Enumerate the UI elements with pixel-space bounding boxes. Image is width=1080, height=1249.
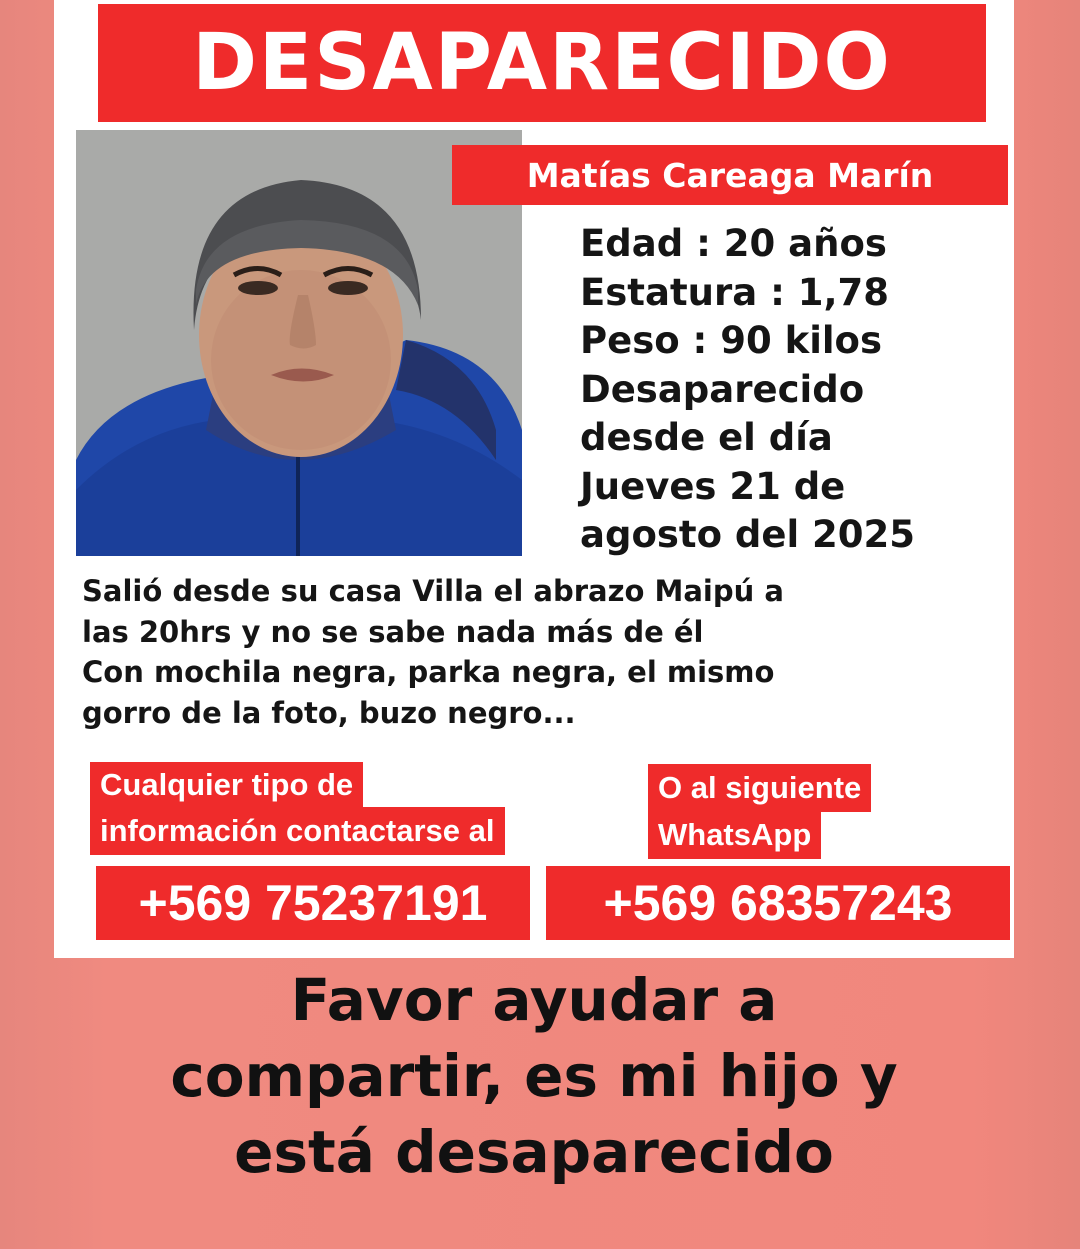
detail-height: Estatura : 1,78 (580, 270, 890, 314)
person-name-banner (452, 145, 1008, 205)
phone-number-text: +569 75237191 (138, 875, 488, 931)
description-line: Con mochila negra, parka negra, el mismo (82, 655, 775, 689)
phone-number-text: +569 68357243 (603, 875, 953, 931)
detail-missing-line-4: agosto del 2025 (580, 513, 916, 556)
contact-label-1-line-1 (90, 762, 363, 808)
description-line: gorro de la foto, buzo negro... (82, 695, 576, 730)
missing-person-poster (54, 0, 1014, 958)
description-line: Salió desde su casa Villa el abrazo Maipú a (82, 574, 784, 608)
detail-weight: Peso : 90 kilos (580, 319, 882, 362)
person-details (580, 220, 1000, 560)
detail-missing-line-3: Jueves 21 de (580, 464, 846, 508)
contact-label-text: WhatsApp (658, 817, 812, 852)
caption-line: Favor ayudar a (290, 966, 778, 1034)
contact-label-text: Cualquier tipo de (100, 767, 354, 802)
phone-number-1[interactable] (96, 866, 530, 940)
detail-missing-line-1: Desaparecido (580, 367, 865, 411)
contact-label-text: O al siguiente (658, 770, 862, 805)
detail-age: Edad : 20 años (580, 222, 887, 265)
caption-line: está desaparecido (234, 1118, 834, 1186)
detail-missing-line-2: desde el día (580, 416, 833, 459)
contact-label-2-line-1 (648, 764, 871, 812)
contact-label-2-line-2 (648, 811, 821, 859)
share-request-caption (54, 962, 1014, 1190)
description-text (82, 571, 1002, 733)
person-name: Matías Careaga Marín (526, 155, 934, 195)
title-text: DESAPARECIDO (192, 18, 892, 108)
description-line: las 20hrs y no se sabe nada más de él (82, 614, 704, 649)
contact-label-text: información contactarse al (100, 813, 495, 848)
phone-number-whatsapp[interactable] (546, 866, 1010, 940)
caption-line: compartir, es mi hijo y (170, 1042, 898, 1110)
title-banner (98, 4, 986, 122)
contact-label-1-line-2 (90, 807, 505, 855)
